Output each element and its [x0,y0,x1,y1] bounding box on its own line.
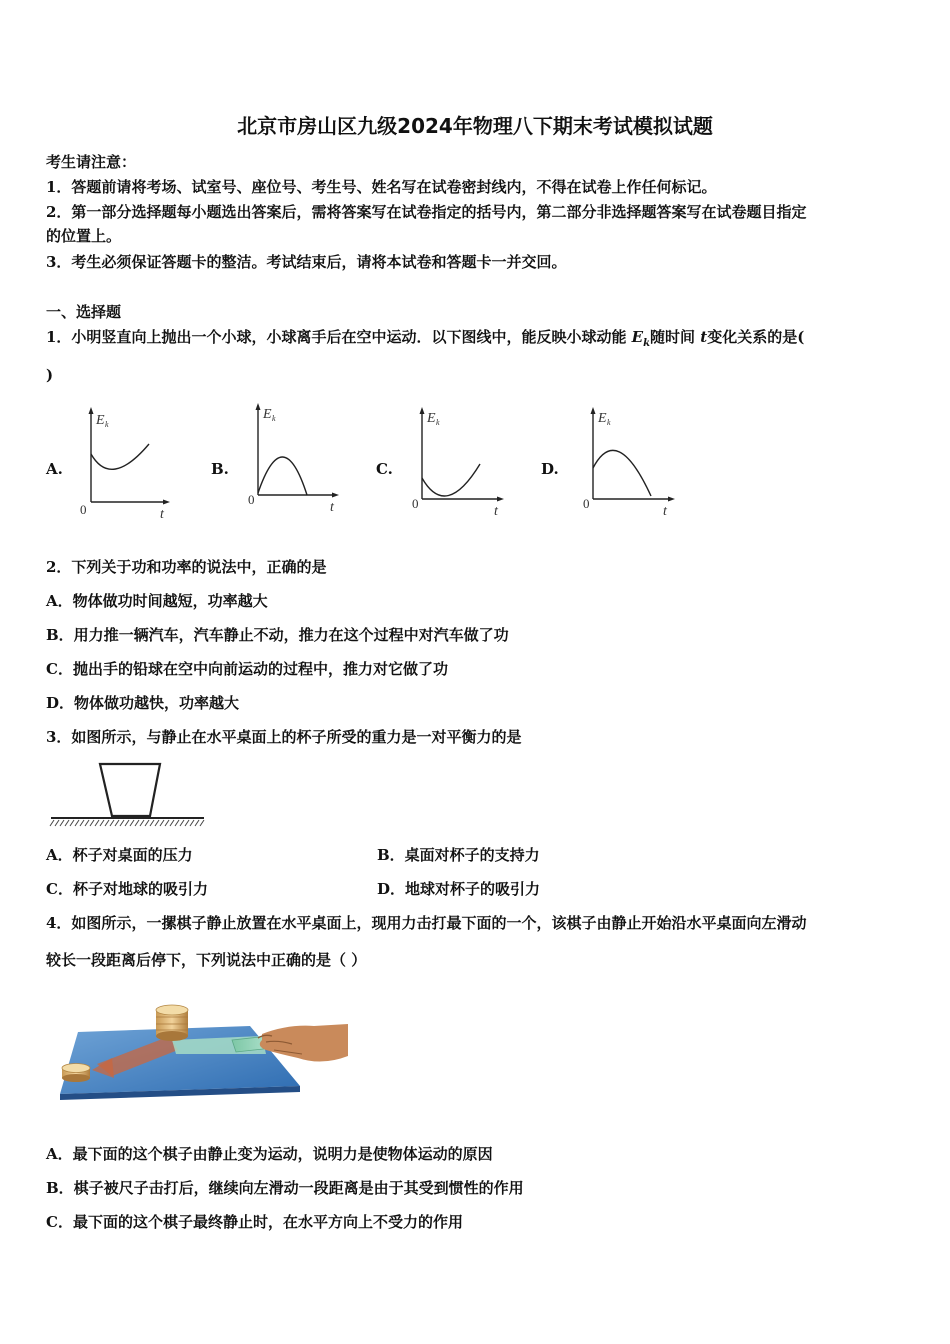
origin-label: 0 [583,496,590,511]
y-axis-label: E [598,411,607,426]
q4-option-c: C．最下面的这个棋子最终静止时，在水平方向上不受力的作用 [46,1213,463,1231]
origin-label: 0 [80,502,87,517]
q1-option-a-label: A. [46,460,63,478]
q1-graph-d [579,402,679,522]
x-axis-label: t [494,504,498,519]
q1-option-d-label: D. [541,460,559,478]
x-axis-label: t [160,507,164,522]
q3-option-d: D．地球对杯子的吸引力 [377,880,541,898]
q1-graph-b [243,400,343,520]
cup-on-table-figure [48,762,208,830]
origin-label: 0 [412,496,419,511]
q2-option-b: B．用力推一辆汽车，汽车静止不动，推力在这个过程中对汽车做了功 [46,626,509,644]
q3-option-c: C．杯子对地球的吸引力 [46,880,208,898]
q1-stem-cont: ) [46,366,54,384]
q1-option-c-label: C. [376,460,393,478]
q3-option-b: B．桌面对杯子的支持力 [377,846,540,864]
q2-option-c: C．抛出手的铅球在空中向前运动的过程中，推力对它做了功 [46,660,448,678]
q2-stem: 2．下列关于功和功率的说法中，正确的是 [46,558,327,576]
section-heading: 一、选择题 [46,303,122,321]
notice-item-2: 2．第一部分选择题每小题选出答案后，需将答案写在试卷指定的括号内，第二部分非选择题答案写在试卷题目指定 [46,203,807,221]
q2-option-d: D．物体做功越快，功率越大 [46,694,240,712]
notice-item-1: 1．答题前请将考场、试室号、座位号、考生号、姓名写在试卷密封线内，不得在试卷上作任何标记。 [46,178,717,196]
svg-text:k: k [436,418,440,427]
svg-text:k: k [607,418,611,427]
y-axis-label: E [427,411,436,426]
q1-graph-a [74,402,174,522]
x-axis-label: t [663,504,667,519]
svg-text:k: k [272,414,276,423]
q1-graph-c [408,402,508,522]
svg-text:k: k [105,420,109,429]
notice-heading: 考生请注意： [46,153,137,171]
q4-stem: 4．如图所示，一摞棋子静止放置在水平桌面上，现用力击打最下面的一个，该棋子由静止开始沿水平桌面向左滑动 [46,914,807,932]
q2-option-a: A．物体做功时间越短，功率越大 [46,592,268,610]
q3-option-a: A．杯子对桌面的压力 [46,846,193,864]
q3-stem: 3．如图所示，与静止在水平桌面上的杯子所受的重力是一对平衡力的是 [46,728,522,746]
q1-stem: 1．小明竖直向上抛出一个小球，小球离手后在空中运动．以下图线中，能反映小球动能 $E_k$随时间 t变化关系的是( [46,328,805,349]
y-axis-label: E [263,407,272,422]
q1-option-b-label: B. [211,460,229,478]
notice-item-2-cont: 的位置上。 [46,227,122,245]
page-title: 北京市房山区九级2024年物理八下期末考试模拟试题 [237,114,713,138]
chess-pieces-figure [52,996,352,1102]
q4-stem-cont: 较长一段距离后停下，下列说法中正确的是（ ） [46,951,367,969]
q4-option-b: B．棋子被尺子击打后，继续向左滑动一段距离是由于其受到惯性的作用 [46,1179,524,1197]
origin-label: 0 [248,492,255,507]
y-axis-label: E [96,413,105,428]
x-axis-label: t [330,500,334,515]
notice-item-3: 3．考生必须保证答题卡的整洁。考试结束后，请将本试卷和答题卡一并交回。 [46,253,567,271]
q4-option-a: A．最下面的这个棋子由静止变为运动，说明力是使物体运动的原因 [46,1145,493,1163]
